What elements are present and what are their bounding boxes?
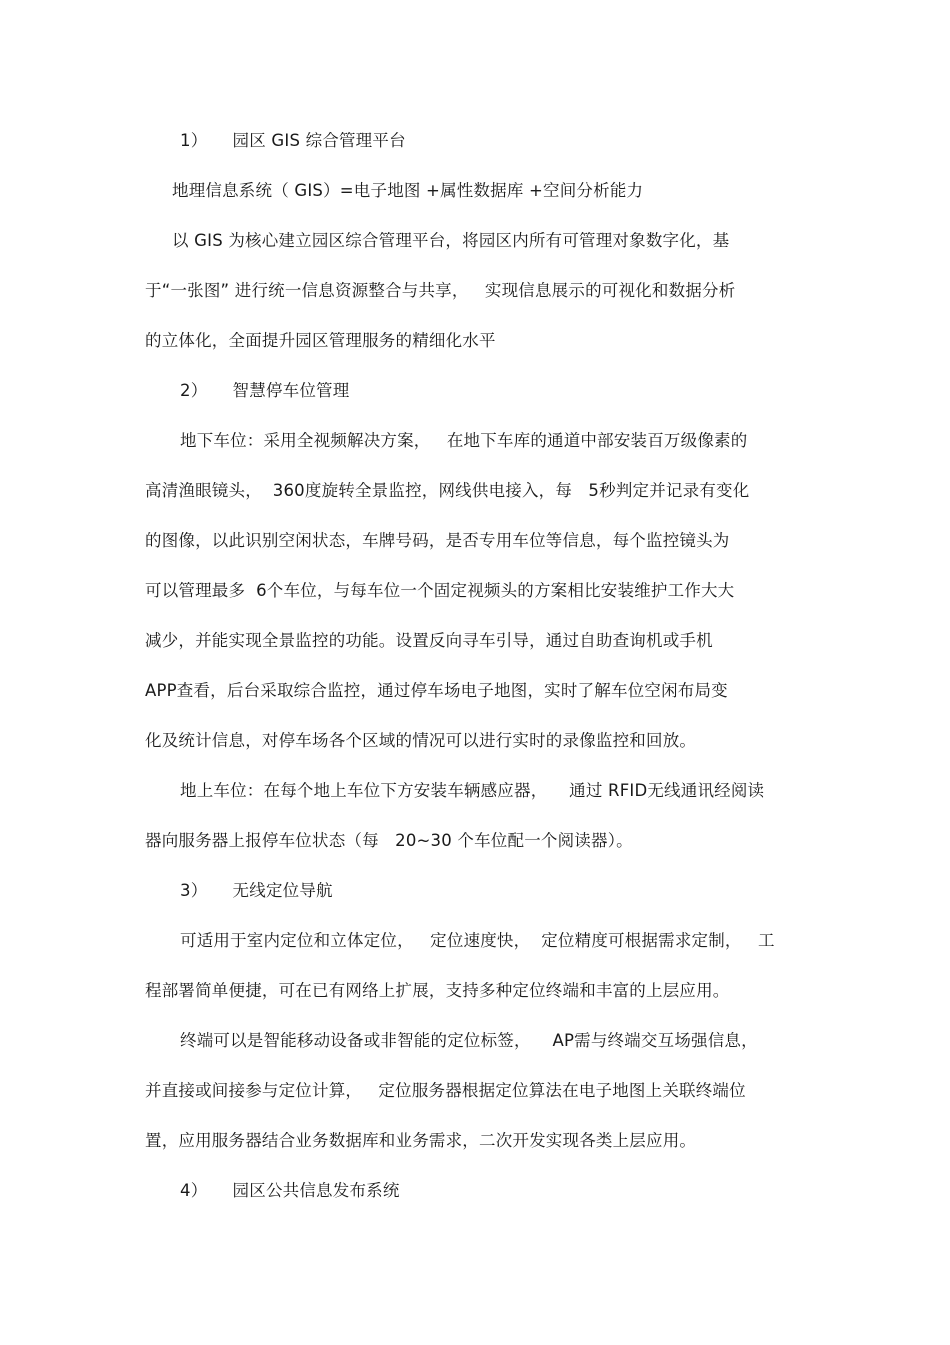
paragraph-line: 地下车位：采用全视频解决方案， 在地下车库的通道中部安装百万级像素的	[180, 431, 748, 450]
paragraph-line: 地理信息系统（ GIS）=电子地图 +属性数据库 +空间分析能力	[172, 181, 644, 200]
paragraph-line: 减少，并能实现全景监控的功能。设置反向寻车引导，通过自助查询机或手机	[145, 631, 713, 650]
paragraph-line: 化及统计信息，对停车场各个区域的情况可以进行实时的录像监控和回放。	[145, 731, 697, 750]
paragraph-line: 置，应用服务器结合业务数据库和业务需求，二次开发实现各类上层应用。	[145, 1131, 697, 1150]
paragraph-line: 的图像，以此识别空闲状态，车牌号码，是否专用车位等信息，每个监控镜头为	[145, 531, 730, 550]
paragraph-line: 以 GIS 为核心建立园区综合管理平台，将园区内所有可管理对象数字化，基	[172, 231, 730, 250]
paragraph-line: 程部署简单便捷，可在已有网络上扩展，支持多种定位终端和丰富的上层应用。	[145, 981, 730, 1000]
paragraph-line: 可以管理最多 6个车位，与每车位一个固定视频头的方案相比安装维护工作大大	[145, 581, 735, 600]
paragraph-line: 于“一张图” 进行统一信息资源整合与共享， 实现信息展示的可视化和数据分析	[145, 281, 736, 300]
section-heading-2: 2） 智慧停车位管理	[180, 381, 350, 400]
section-heading-4: 4） 园区公共信息发布系统	[180, 1181, 400, 1200]
paragraph-line: 可适用于室内定位和立体定位， 定位速度快， 定位精度可根据需求定制， 工	[180, 931, 775, 950]
paragraph-line: 并直接或间接参与定位计算， 定位服务器根据定位算法在电子地图上关联终端位	[145, 1081, 746, 1100]
paragraph-line: 的立体化，全面提升园区管理服务的精细化水平	[145, 331, 496, 350]
section-heading-3: 3） 无线定位导航	[180, 881, 333, 900]
paragraph-line: 终端可以是智能移动设备或非智能的定位标签， AP需与终端交互场强信息，	[180, 1031, 758, 1050]
paragraph-line: 地上车位：在每个地上车位下方安装车辆感应器， 通过 RFID无线通讯经阅读	[180, 781, 765, 800]
section-heading-1: 1） 园区 GIS 综合管理平台	[180, 131, 406, 150]
paragraph-line: 器向服务器上报停车位状态（每 20~30 个车位配一个阅读器）。	[145, 831, 633, 850]
paragraph-line: 高清渔眼镜头， 360度旋转全景监控，网线供电接入，每 5秒判定并记录有变化	[145, 481, 750, 500]
paragraph-line: APP查看，后台采取综合监控，通过停车场电子地图，实时了解车位空闲布局变	[145, 681, 728, 700]
